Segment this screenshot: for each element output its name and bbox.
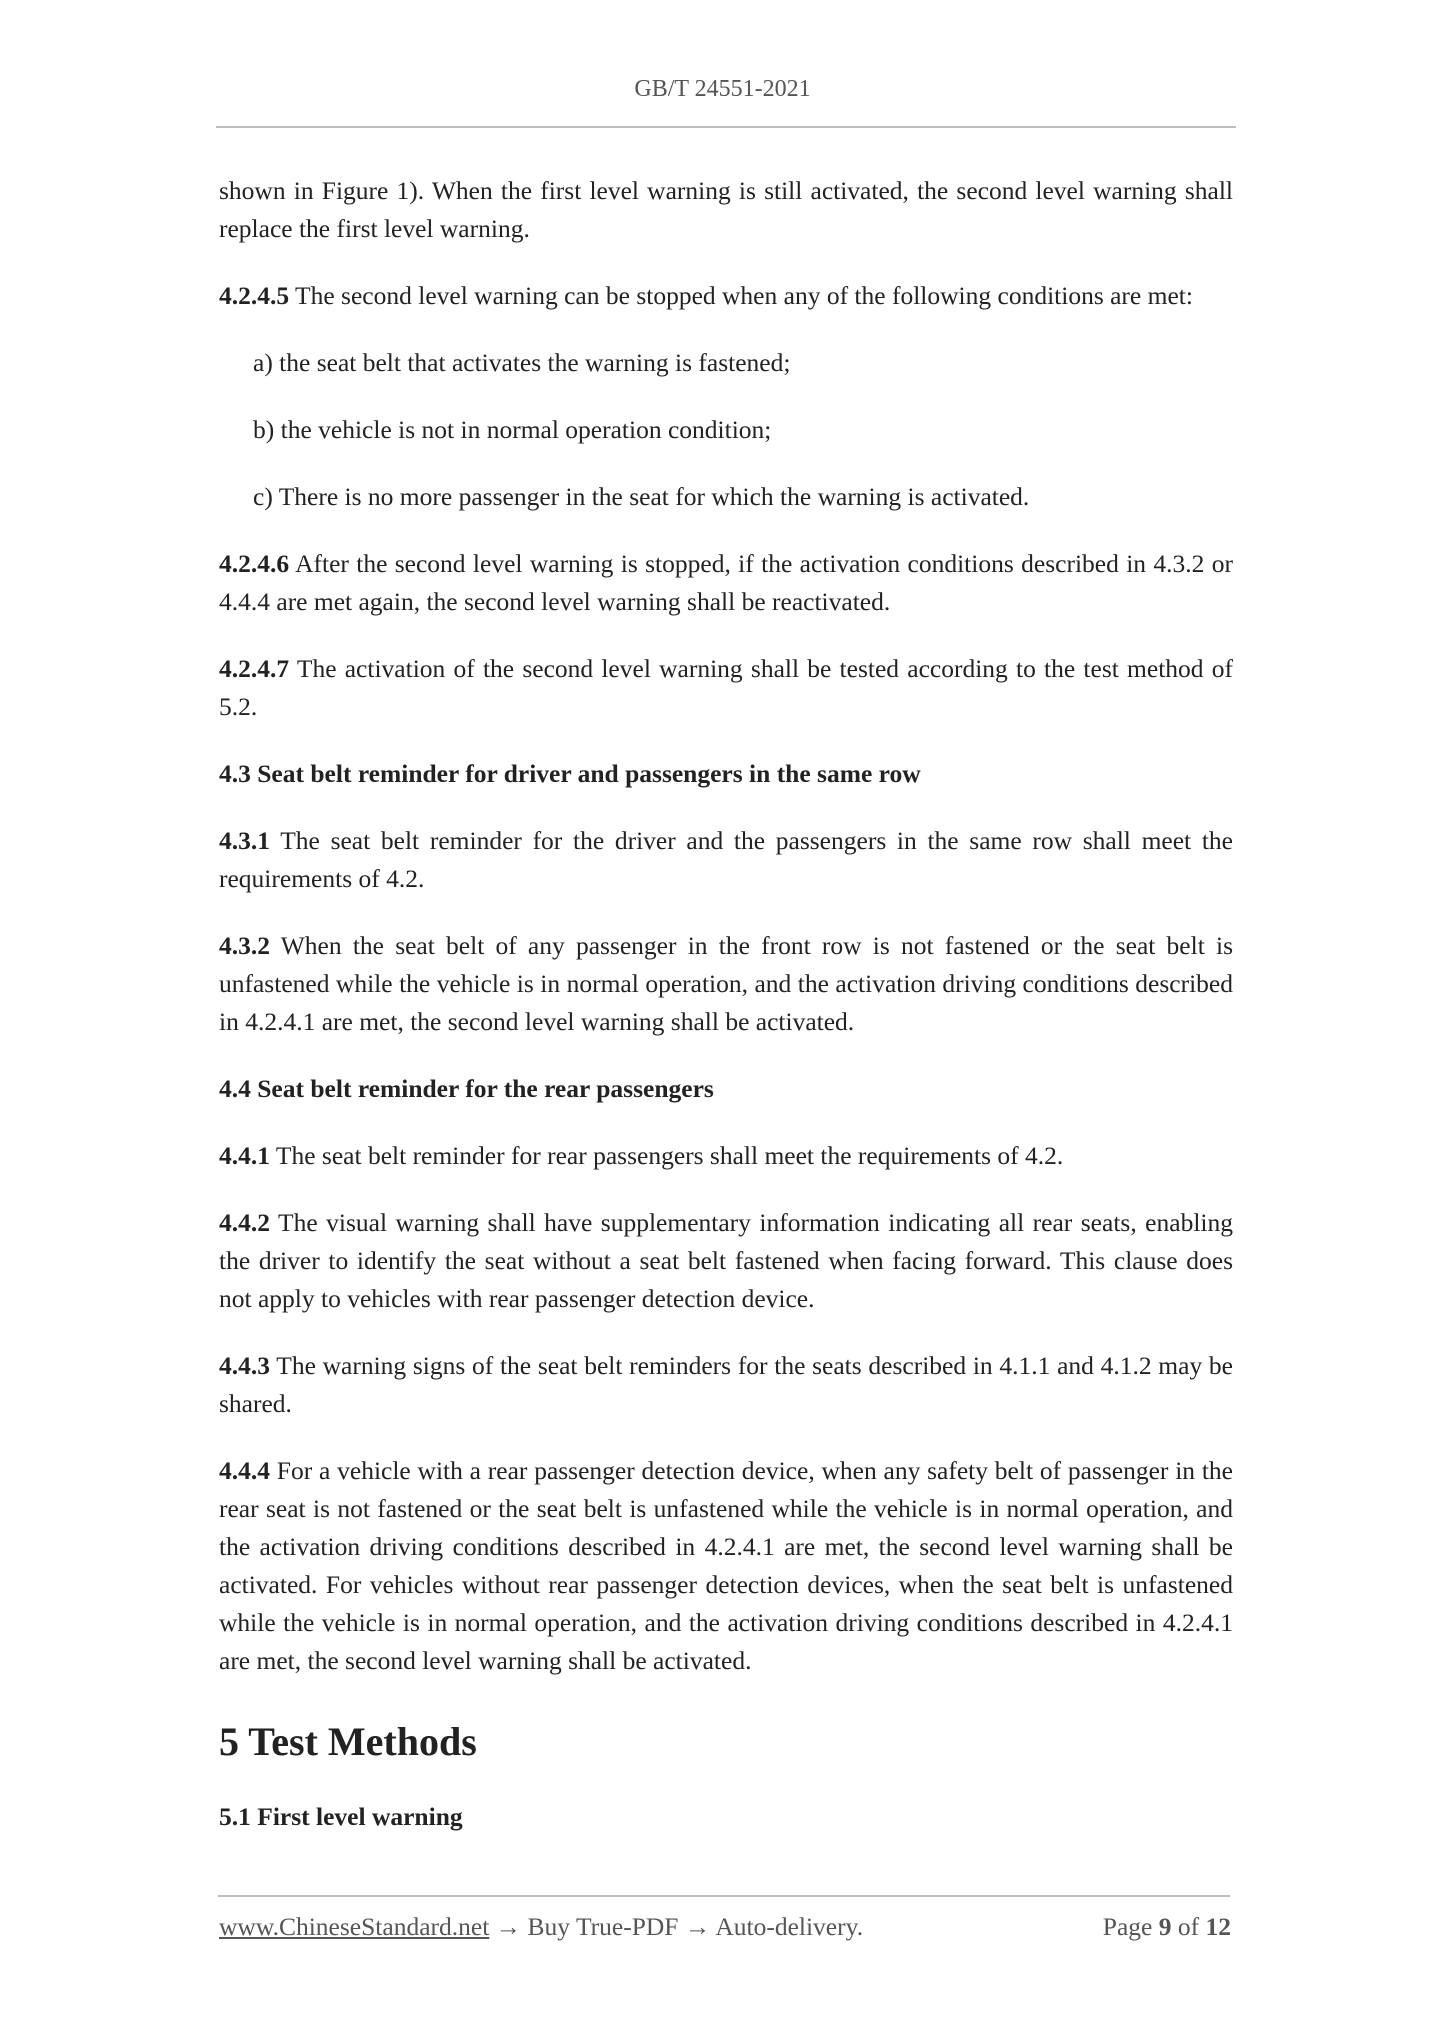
paragraph-continuation: shown in Figure 1). When the first level warning is still activated, the second level warning shall replace the first level warning.	[219, 176, 1233, 243]
clause-4-2-4-6	[219, 545, 1233, 621]
clause-number: 4.2.4.7	[219, 654, 290, 683]
clause-4-2-4-5	[219, 277, 1233, 315]
clause-4-4-2	[219, 1204, 1233, 1318]
section-heading-5-1: 5.1 First level warning	[219, 1802, 463, 1831]
clause-number: 4.4.2	[219, 1208, 270, 1237]
section-heading-4-3: 4.3 Seat belt reminder for driver and passengers in the same row	[219, 759, 921, 788]
clause-number: 4.2.4.5	[219, 281, 290, 310]
page-footer	[219, 1912, 1231, 1952]
list-item: b) the vehicle is not in normal operation condition;	[253, 415, 772, 444]
footer-promo	[219, 1912, 863, 1942]
footer-promo-text: → Buy True-PDF → Auto-delivery.	[489, 1912, 864, 1941]
clause-4-4-1	[219, 1137, 1233, 1175]
clause-number: 4.3.1	[219, 826, 270, 855]
clause-number: 4.4.1	[219, 1141, 270, 1170]
section-heading-4-4: 4.4 Seat belt reminder for the rear passengers	[219, 1074, 714, 1103]
clause-text: When the seat belt of any passenger in the front row is not fastened or the seat belt is unfastened while the vehicle is in normal operation, and the activation driving conditions described in 4.2.4.1 are met, the second level warning shall be activated.	[219, 931, 1233, 1036]
footer-divider	[218, 1895, 1230, 1897]
clause-4-3-2	[219, 927, 1233, 1041]
clause-text: The visual warning shall have supplementary information indicating all rear seats, enabling the driver to identify the seat without a seat belt fastened when facing forward. This clause does not apply to vehicles with rear passenger detection device.	[219, 1208, 1233, 1313]
header-divider	[216, 126, 1236, 128]
clause-4-4-3	[219, 1347, 1233, 1423]
clause-4-2-4-7	[219, 650, 1233, 726]
clause-4-3-1	[219, 822, 1233, 898]
total-page-count: 12	[1205, 1912, 1231, 1941]
clause-text: The warning signs of the seat belt reminders for the seats described in 4.1.1 and 4.1.2 may be shared.	[219, 1351, 1233, 1418]
page-header: GB/T 24551-2021	[634, 76, 811, 102]
list-item: a) the seat belt that activates the warning is fastened;	[253, 348, 791, 377]
clause-text: The seat belt reminder for the driver and the passengers in the same row shall meet the requirements of 4.2.	[219, 826, 1233, 893]
clause-text: For a vehicle with a rear passenger detection device, when any safety belt of passenger in the rear seat is not fastened or the seat belt is unfastened while the vehicle is in normal operation, and the activation driving conditions described in 4.2.4.1 are met, the second level warning shall be activated. For vehicles without rear passenger detection devices, when the seat belt is unfastened while the vehicle is in normal operation, and the activation driving conditions described in 4.2.4.1 are met, the second level warning shall be activated.	[219, 1456, 1233, 1675]
page-label: Page	[1102, 1912, 1159, 1941]
page-indicator	[1103, 1912, 1231, 1942]
chapter-heading-5: 5 Test Methods	[219, 1719, 477, 1764]
current-page-number: 9	[1158, 1912, 1172, 1941]
document-body	[219, 172, 1233, 1865]
website-link[interactable]: www.ChineseStandard.net	[219, 1912, 490, 1941]
clause-number: 4.2.4.6	[219, 549, 290, 578]
list-item: c) There is no more passenger in the seat for which the warning is activated.	[253, 482, 1030, 511]
clause-4-4-4	[219, 1452, 1233, 1680]
clause-text: The second level warning can be stopped when any of the following conditions are met:	[289, 281, 1193, 310]
clause-number: 4.3.2	[219, 931, 270, 960]
page-of-label: of	[1171, 1912, 1206, 1941]
clause-text: The activation of the second level warning shall be tested according to the test method of 5.2.	[219, 654, 1233, 721]
clause-number: 4.4.4	[219, 1456, 270, 1485]
clause-number: 4.4.3	[219, 1351, 270, 1380]
clause-text: After the second level warning is stopped, if the activation conditions described in 4.3.2 or 4.4.4 are met again, the second level warning shall be reactivated.	[219, 549, 1233, 616]
clause-text: The seat belt reminder for rear passengers shall meet the requirements of 4.2.	[270, 1141, 1064, 1170]
